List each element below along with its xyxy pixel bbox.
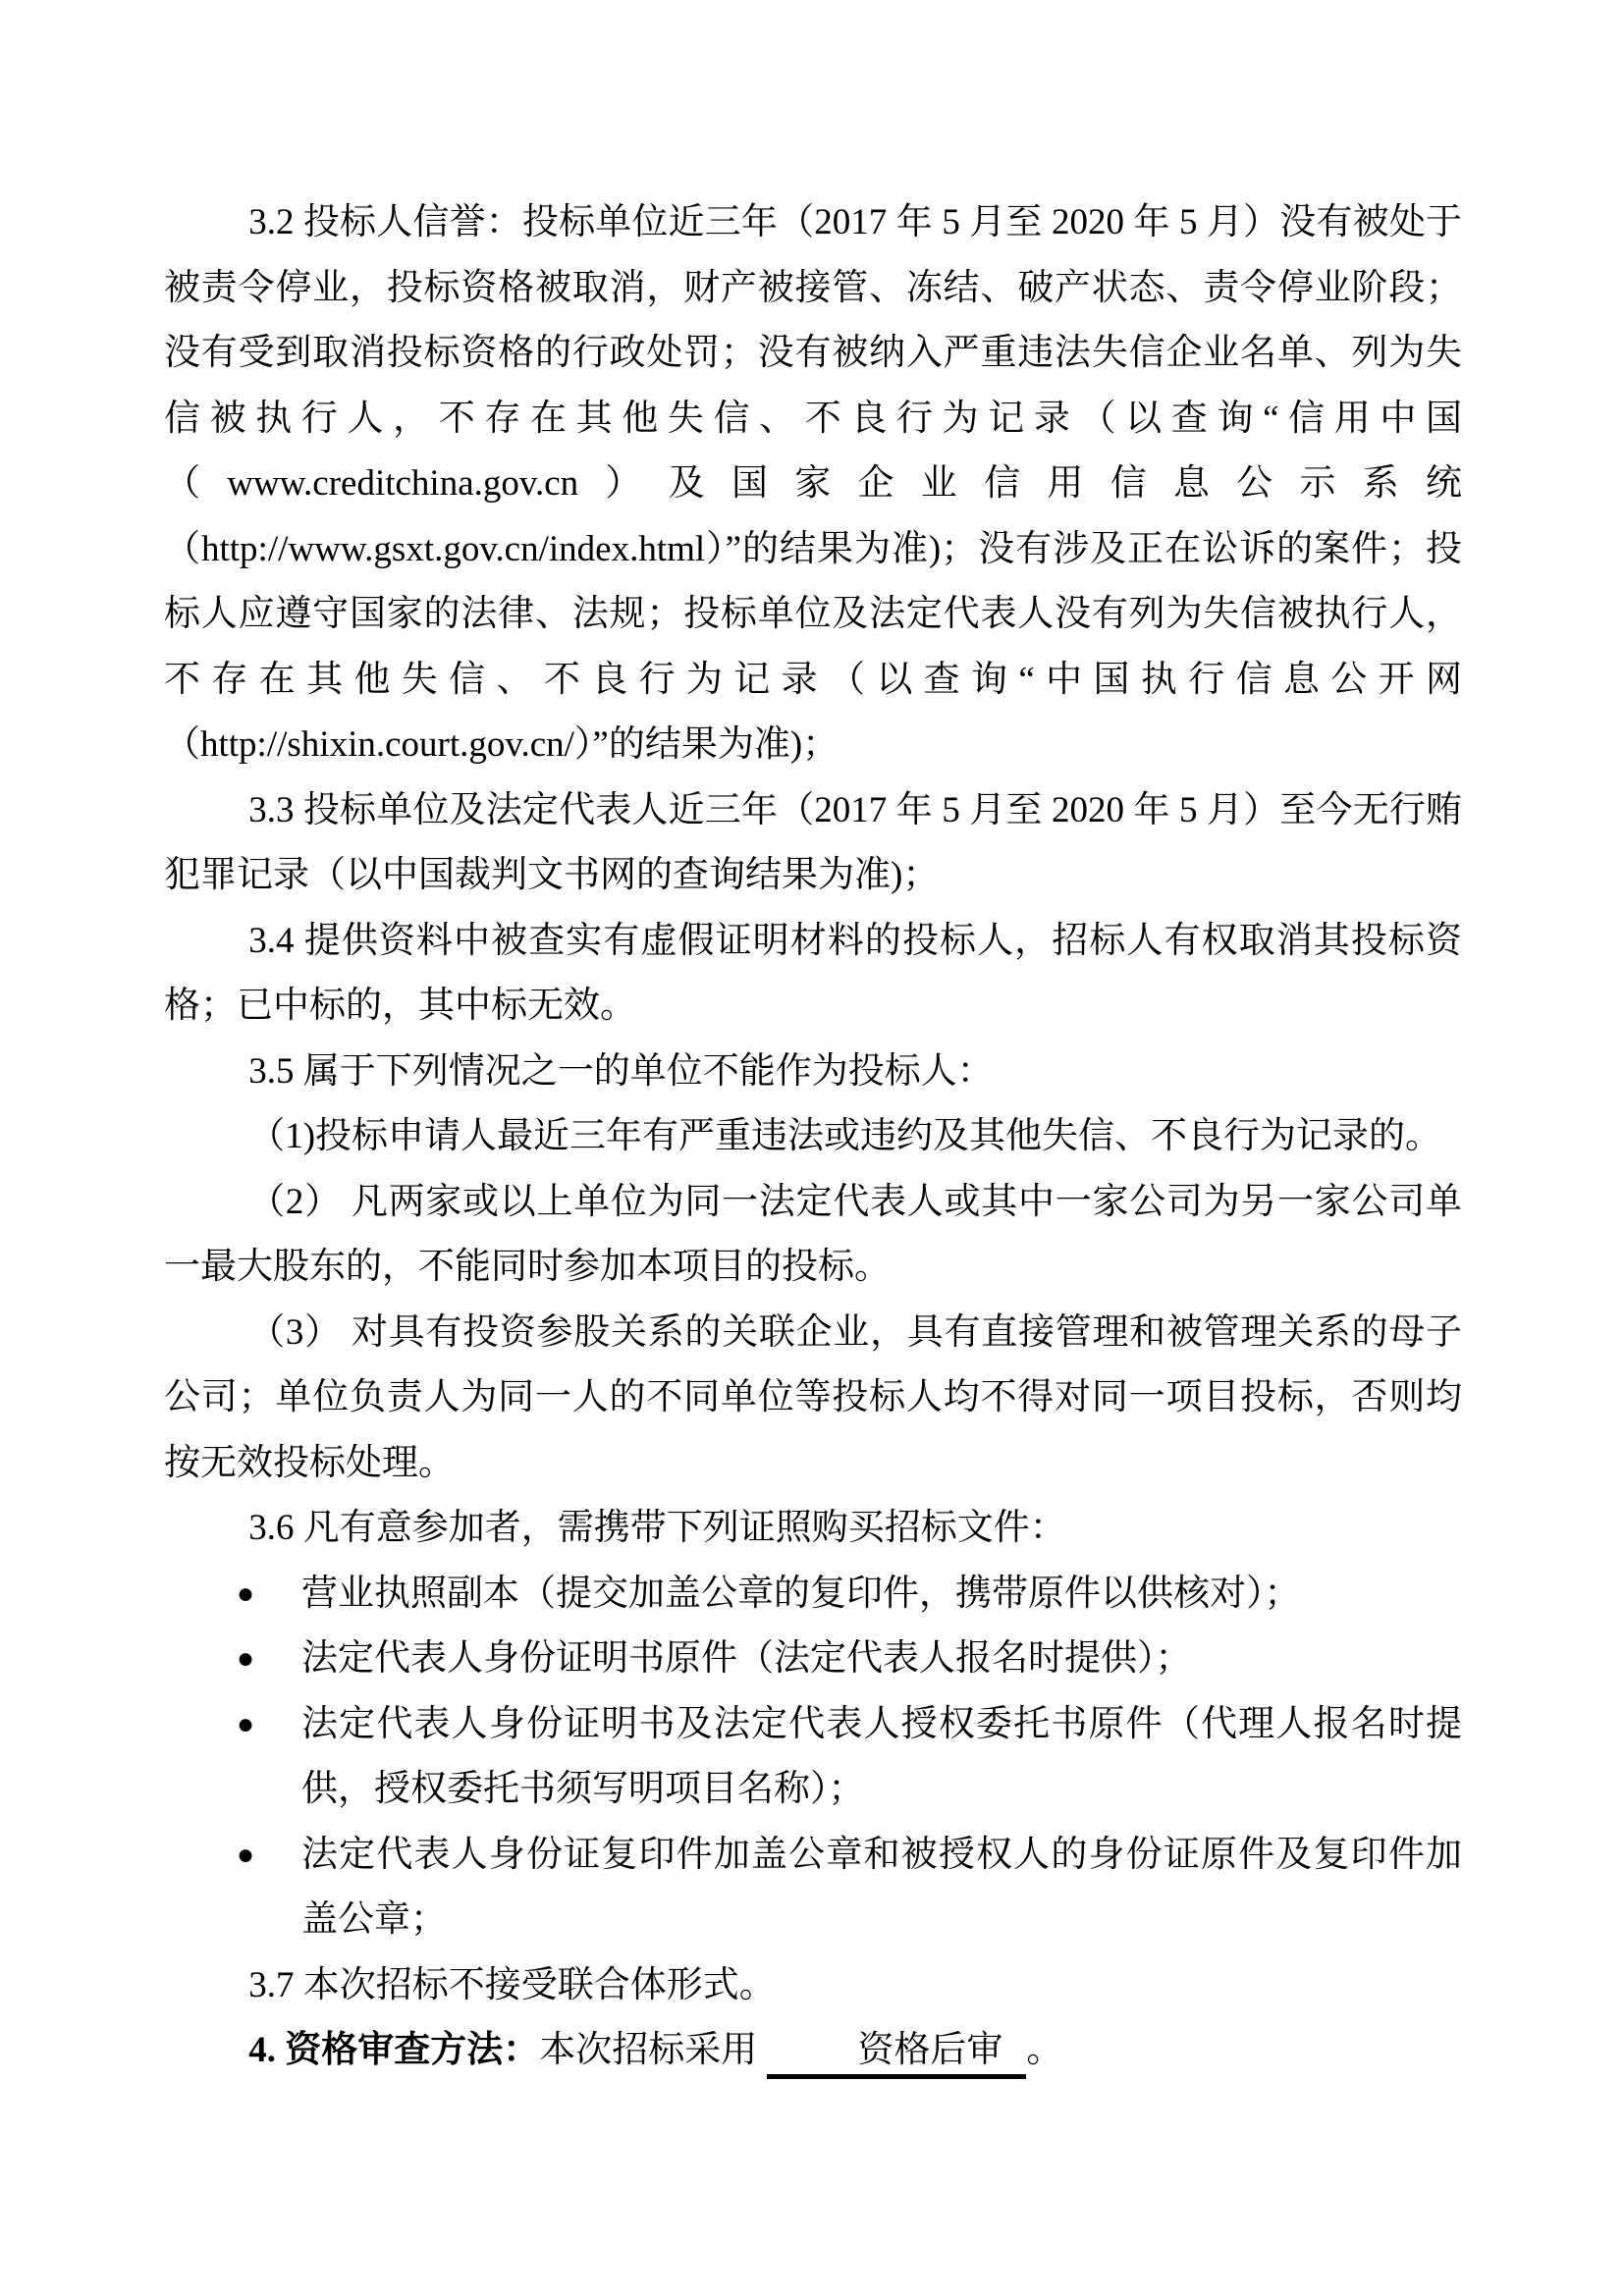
- paragraph-3-3: 3.3 投标单位及法定代表人近三年（2017 年 5 月至 2020 年 5 月）至今无行贿犯罪记录（以中国裁判文书网的查询结果为准)；: [164, 789, 1462, 895]
- list-item: [237, 1823, 1462, 1953]
- paragraph-3-5-item-3: （3） 对具有投资参股关系的关联企业，具有直接管理和被管理关系的母子公司；单位负责人为同一人的不同单位等投标人均不得对同一项目投标，否则均按无效投标处理。: [164, 1311, 1462, 1483]
- bullet-icon: ●: [237, 1576, 255, 1610]
- list-item: [237, 1627, 1462, 1692]
- list-item-text: 法定代表人身份证明书及法定代表人授权委托书原件（代理人报名时提供，授权委托书须写明项目名称）；: [301, 1703, 1462, 1809]
- paragraph-3-6: 3.6 凡有意参加者，需携带下列证照购买招标文件：: [248, 1508, 1066, 1548]
- list-item: [237, 1692, 1462, 1823]
- list-item-text: 营业执照副本（提交加盖公章的复印件，携带原件以供核对）；: [301, 1573, 1301, 1614]
- list-item-text: 法定代表人身份证明书原件（法定代表人报名时提供）；: [301, 1638, 1192, 1679]
- section-4-text: 本次招标采用: [539, 2030, 758, 2070]
- paragraph-3-5: 3.5 属于下列情况之一的单位不能作为投标人：: [248, 1050, 994, 1092]
- paragraph-3-7: 3.7 本次招标不接受联合体形式。: [248, 1964, 776, 2005]
- paragraph-4: [164, 2018, 1462, 2084]
- paragraph-3-2: 3.2 投标人信誉：投标单位近三年（2017 年 5 月至 2020 年 5 月）没有被处于被责令停业，投标资格被取消，财产被接管、冻结、破产状态、责令停业阶段；没有受到取消投标资格的行政处罚；没有被纳入严重违法失信企业名单、列为失信被执行人，不存在其他失信、不良行为记录（以查询“信用中国（www.creditchina.gov.cn）及国家企业信用信息公示系统（http://www.gsxt.gov.cn/index.html）”的结果为准)；没有涉及正在讼诉的案件；投标人应遵守国家的法律、法规；投标单位及法定代表人没有列为失信被执行人，不存在其他失信、不良行为记录（以查询“中国执行信息公开网（http://shixin.court.gov.cn/）”的结果为准)；: [164, 202, 1462, 765]
- paragraph-3-5-item-1: （1)投标申请人最近三年有严重违法或违约及其他失信、不良行为记录的。: [248, 1116, 1442, 1156]
- section-4-period: 。: [1026, 2030, 1063, 2070]
- qualification-method-value: 资格后审: [767, 2027, 1026, 2079]
- paragraph-3-5-item-2: （2） 凡两家或以上单位为同一法定代表人或其中一家公司为另一家公司单一最大股东的，不能同时参加本项目的投标。: [164, 1181, 1462, 1287]
- bullet-icon: 法定代表人身份证复印件加盖公章和被授权人的身份证原件及复印件加盖公章；: [301, 1834, 1462, 1940]
- list-item: [237, 1562, 1462, 1628]
- bullet-icon: ●: [237, 1838, 255, 1871]
- bullet-icon: ●: [237, 1642, 255, 1675]
- certificate-list: [164, 1562, 1462, 1953]
- bullet-icon: ●: [237, 1707, 255, 1740]
- document-body: [164, 190, 1462, 2084]
- section-4-heading: 4. 资格审查方法：: [248, 2030, 540, 2070]
- paragraph-3-4: 3.4 提供资料中被查实有虚假证明材料的投标人，招标人有权取消其投标资格；已中标的，其中标无效。: [164, 920, 1462, 1026]
